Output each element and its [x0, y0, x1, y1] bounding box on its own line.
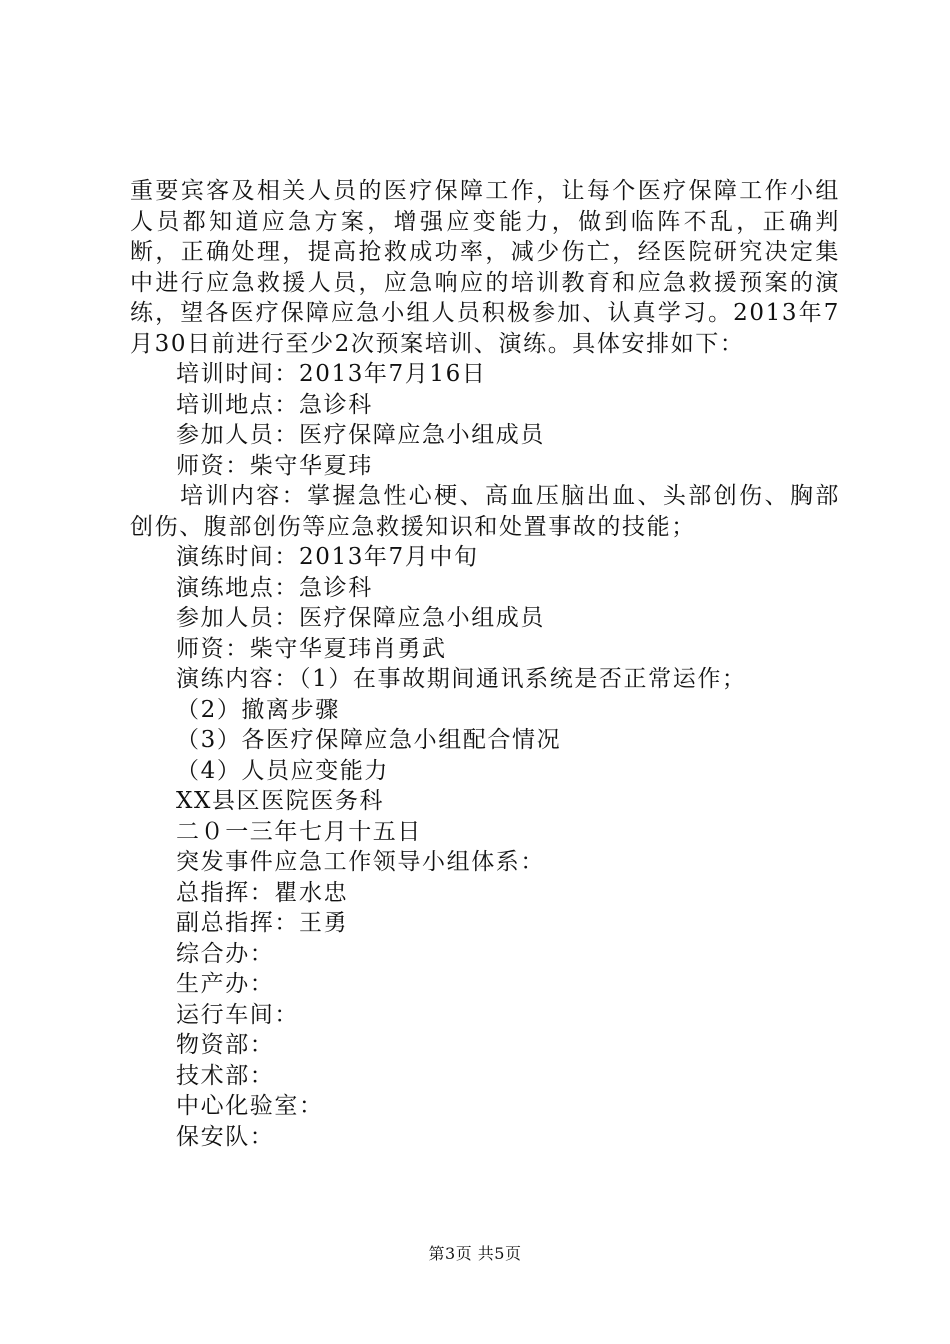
drill-participants: 参加人员：医疗保障应急小组成员 [176, 605, 545, 631]
leadership-central-lab: 中心化验室： [176, 1093, 324, 1119]
training-location: 培训地点：急诊科 [176, 391, 373, 418]
drill-instructors: 师资：柴守华夏玮肖勇武 [176, 635, 447, 662]
drill-content-3: （3）各医疗保障应急小组配合情况 [176, 727, 562, 753]
intro-paragraph: 重要宾客及相关人员的医疗保障工作，让每个医疗保障工作小组人员都知道应急方案，增强应变能力，做到临阵不乱，正确判断，正确处理，提高抢救成功率，减少伤亡，经医院研究决定集中进行应急救援人员，应急响应的培训教育和应急救援预案的演练，望各医疗保障应急小组人员积极参加、认真学习。2013年7月30日前进行至少2次预案培训、演练。具体安排如下： [130, 178, 840, 357]
leadership-security-team: 保安队： [176, 1123, 275, 1150]
leadership-heading: 突发事件应急工作领导小组体系： [176, 849, 545, 875]
leadership-technical-dept: 技术部： [176, 1062, 275, 1089]
drill-content-1: 演练内容：（1）在事故期间通讯系统是否正常运作； [176, 666, 747, 692]
drill-content-2: （2）撤离步骤 [176, 696, 340, 723]
document-body [130, 176, 840, 1152]
drill-location: 演练地点：急诊科 [176, 574, 373, 601]
leadership-deputy-commander: 副总指挥：王勇 [176, 910, 349, 936]
training-time: 培训时间：2013年7月16日 [176, 361, 487, 387]
signature-department: XX县区医院医务科 [176, 788, 385, 814]
leadership-commander: 总指挥：瞿水忠 [176, 879, 349, 906]
drill-content-4: （4）人员应变能力 [176, 757, 390, 784]
drill-time: 演练时间：2013年7月中旬 [176, 544, 479, 570]
leadership-general-office: 综合办： [176, 940, 275, 967]
training-participants: 参加人员：医疗保障应急小组成员 [176, 422, 545, 448]
leadership-operations-workshop: 运行车间： [176, 1001, 299, 1028]
training-instructors: 师资：柴守华夏玮 [176, 452, 373, 479]
signature-date: 二０一三年七月十五日 [176, 818, 422, 845]
leadership-production-office: 生产办： [176, 971, 275, 997]
training-content: 培训内容：掌握急性心梗、高血压脑出血、头部创伤、胸部创伤、腹部创伤等应急救援知识和处置事故的技能； [130, 483, 840, 540]
page-footer: 第3页 共5页 [428, 1244, 522, 1263]
leadership-materials-dept: 物资部： [176, 1032, 275, 1058]
